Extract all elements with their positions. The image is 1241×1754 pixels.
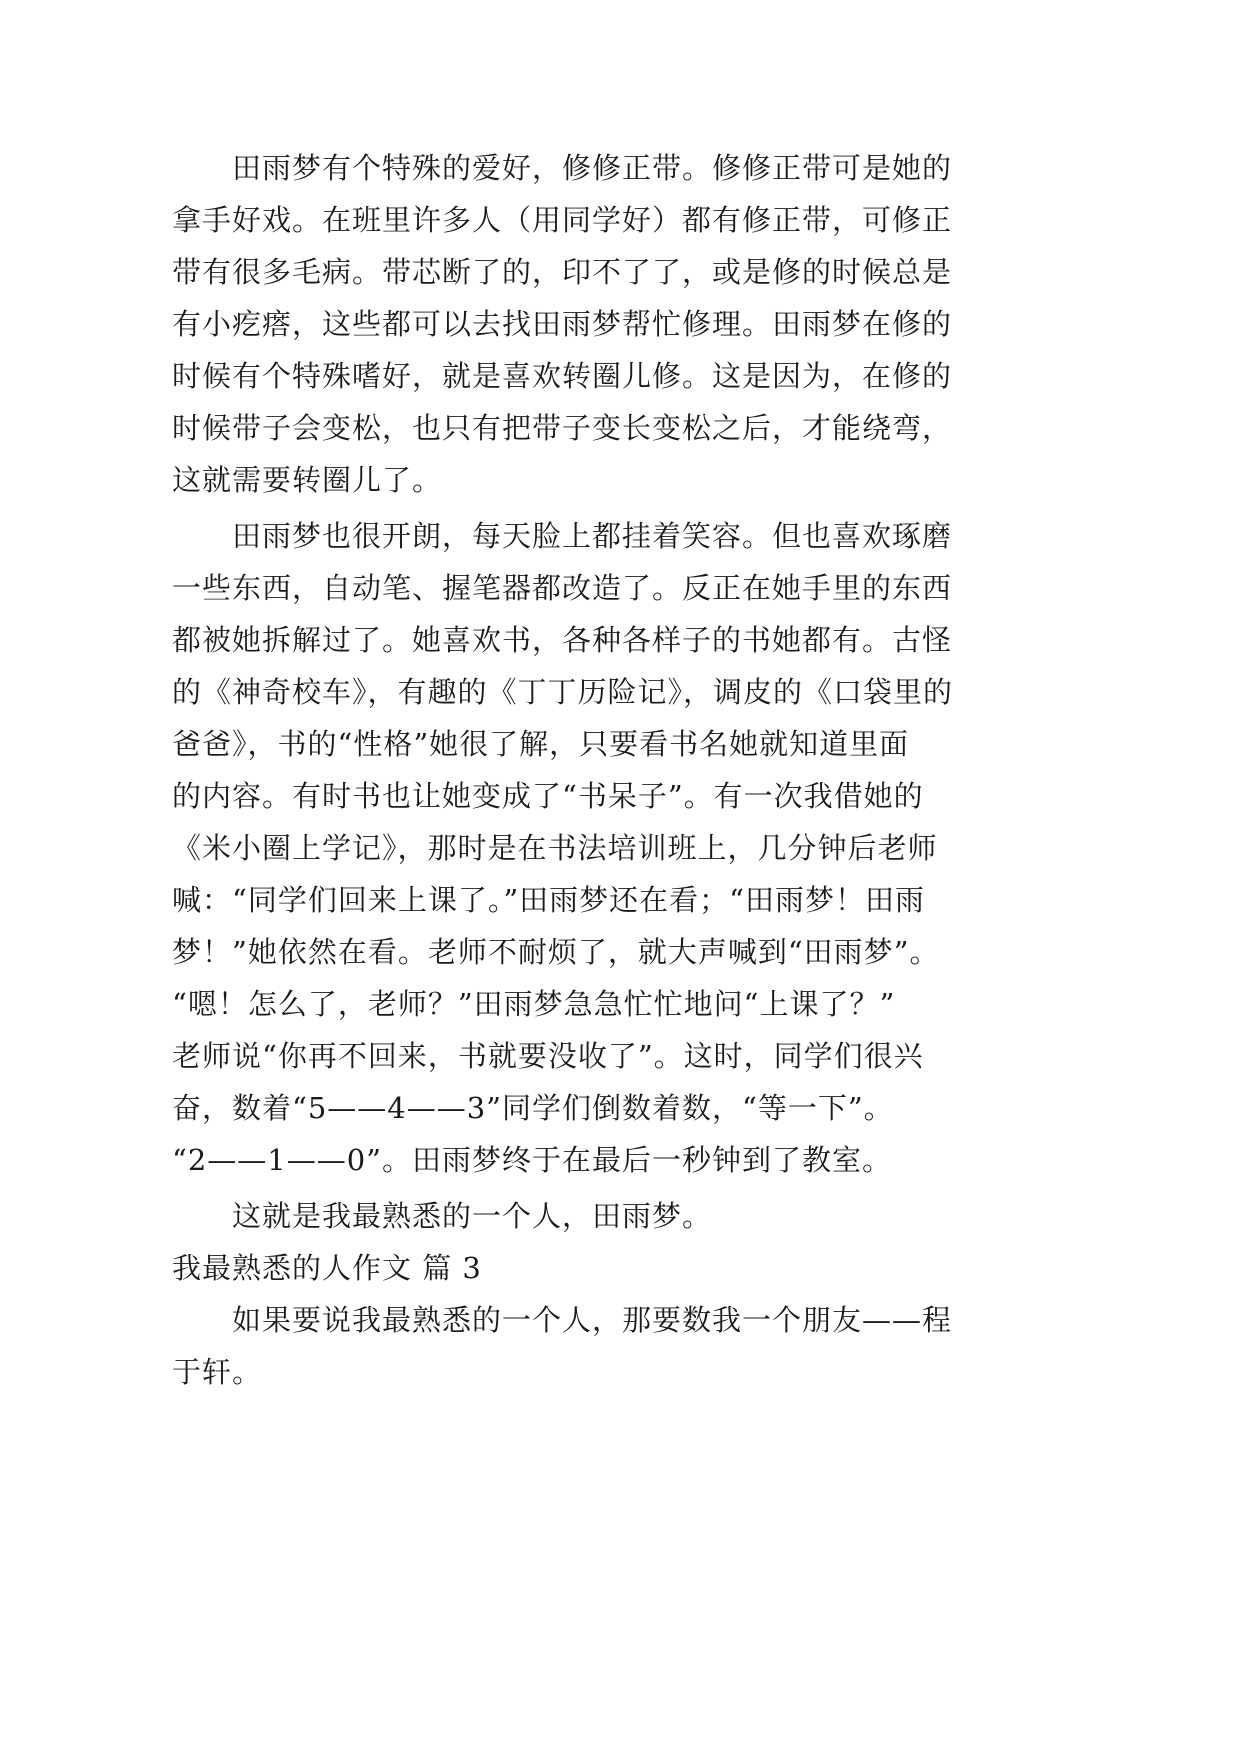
text-line: 的《神奇校车》，有趣的《丁丁历险记》，调皮的《口袋里的 [172, 675, 954, 709]
paragraph-line [0, 1088, 1241, 1128]
text-line: 奋，数着“5——4——3”同学们倒数着数，“等一下”。 [172, 1091, 894, 1125]
paragraph-line [0, 1196, 1241, 1236]
paragraph-line [0, 724, 1241, 764]
text-line: 如果要说我最熟悉的一个人，那要数我一个朋友——程 [232, 1303, 953, 1337]
paragraph-line [0, 516, 1241, 556]
text-line: 老师说“你再不回来，书就要没收了”。这时，同学们很兴 [172, 1039, 924, 1073]
paragraph-line [0, 568, 1241, 608]
text-line: 于轩。 [172, 1355, 263, 1389]
text-line: 《米小圈上学记》，那时是在书法培训班上，几分钟后老师 [172, 831, 938, 865]
text-line: “嗯！怎么了，老师？”田雨梦急急忙忙地问“上课了？” [172, 987, 896, 1021]
text-line: 喊：“同学们回来上课了。”田雨梦还在看；“田雨梦！田雨 [172, 883, 925, 917]
text-line: 有小疙瘩，这些都可以去找田雨梦帮忙修理。田雨梦在修的 [172, 307, 953, 341]
text-line: 一些东西，自动笔、握笔器都改造了。反正在她手里的东西 [172, 571, 953, 605]
paragraph-line [0, 148, 1241, 188]
paragraph-line [0, 932, 1241, 972]
text-line: 爸爸》，书的“性格”她很了解，只要看书名她就知道里面 [172, 727, 910, 761]
paragraph-line [0, 880, 1241, 920]
paragraph-line [0, 672, 1241, 712]
paragraph-line [0, 200, 1241, 240]
text-line: 带有很多毛病。带芯断了的，印不了了，或是修的时候总是 [172, 255, 953, 289]
text-line: 拿手好戏。在班里许多人（用同学好）都有修正带，可修正 [172, 203, 953, 237]
text-line: 的内容。有时书也让她变成了“书呆子”。有一次我借她的 [172, 779, 924, 813]
paragraph-line [0, 252, 1241, 292]
heading-text: 我最熟悉的人作文 篇 3 [172, 1251, 482, 1285]
paragraph-line [0, 1300, 1241, 1340]
paragraph-line [0, 828, 1241, 868]
section-heading [0, 1248, 1241, 1288]
paragraph-line [0, 620, 1241, 660]
paragraph-line [0, 1140, 1241, 1180]
paragraph-line [0, 1036, 1241, 1076]
text-line: 田雨梦有个特殊的爱好，修修正带。修修正带可是她的 [232, 151, 953, 185]
paragraph-line [0, 408, 1241, 448]
text-line: 时候带子会变松，也只有把带子变长变松之后，才能绕弯， [172, 411, 953, 445]
paragraph-line [0, 1352, 1241, 1392]
text-line: 这就是我最熟悉的一个人，田雨梦。 [232, 1199, 713, 1233]
paragraph-line [0, 356, 1241, 396]
paragraph-line [0, 460, 1241, 500]
paragraph-line [0, 984, 1241, 1024]
text-line: 时候有个特殊嗜好，就是喜欢转圈儿修。这是因为，在修的 [172, 359, 953, 393]
text-line: “2——1——0”。田雨梦终于在最后一秒钟到了教室。 [172, 1143, 893, 1177]
text-line: 梦！”她依然在看。老师不耐烦了，就大声喊到“田雨梦”。 [172, 935, 940, 969]
paragraph-line [0, 304, 1241, 344]
text-line: 都被她拆解过了。她喜欢书，各种各样子的书她都有。古怪 [172, 623, 953, 657]
paragraph-line [0, 776, 1241, 816]
text-line: 田雨梦也很开朗，每天脸上都挂着笑容。但也喜欢琢磨 [232, 519, 953, 553]
text-line: 这就需要转圈儿了。 [172, 463, 443, 497]
